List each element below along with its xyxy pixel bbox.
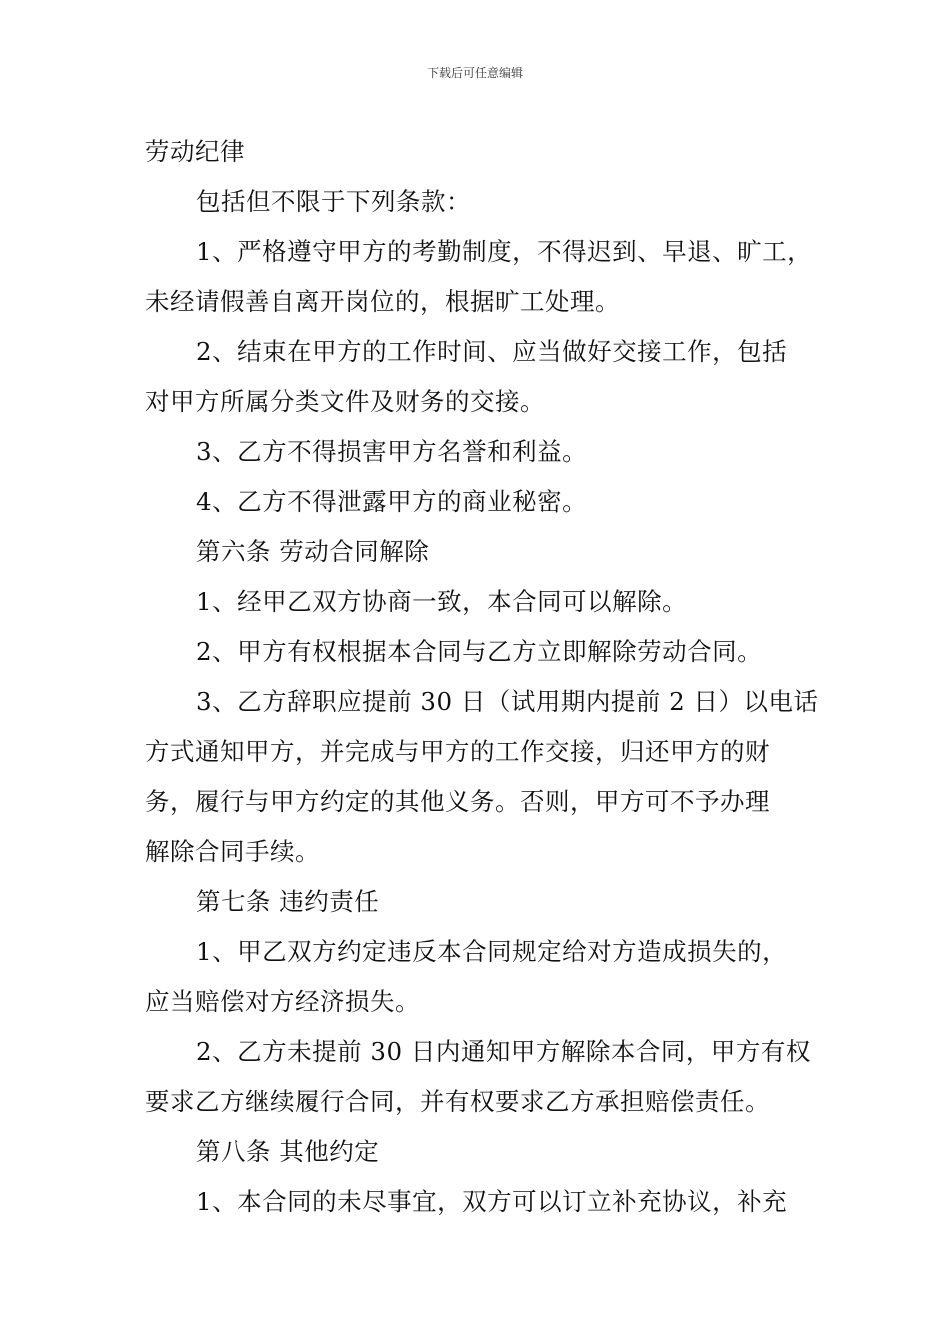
article-7-heading: 第七条 违约责任 — [196, 887, 380, 916]
article-6-clause-3-line-1: 3、乙方辞职应提前 30 日（试用期内提前 2 日）以电话 — [196, 687, 819, 716]
article-8-heading: 第八条 其他约定 — [196, 1137, 380, 1166]
page-header: 下载后可任意编辑 — [426, 66, 523, 80]
article-7-clause-1-line-1: 1、甲乙双方约定违反本合同规定给对方造成损失的， — [196, 937, 788, 966]
clause-4: 4、乙方不得泄露甲方的商业秘密。 — [196, 487, 588, 516]
article-8-clause-1-line-1: 1、本合同的未尽事宜，双方可以订立补充协议，补充 — [196, 1187, 788, 1216]
clause-2-line-2: 对甲方所属分类文件及财务的交接。 — [145, 387, 545, 416]
article-6-clause-2: 2、甲方有权根据本合同与乙方立即解除劳动合同。 — [196, 637, 763, 666]
article-6-heading: 第六条 劳动合同解除 — [196, 537, 430, 566]
clause-1-line-2: 未经请假善自离开岗位的，根据旷工处理。 — [145, 287, 620, 316]
clause-1-line-1: 1、严格遵守甲方的考勤制度，不得迟到、早退、旷工， — [196, 237, 813, 266]
section-heading-labor-discipline: 劳动纪律 — [145, 137, 245, 166]
document-body — [145, 127, 819, 1227]
article-7-clause-2-line-2: 要求乙方继续履行合同，并有权要求乙方承担赔偿责任。 — [145, 1087, 770, 1116]
article-6-clause-3-line-4: 解除合同手续。 — [145, 837, 320, 866]
article-6-clause-3-line-2: 方式通知甲方，并完成与甲方的工作交接，归还甲方的财 — [145, 737, 770, 766]
clause-2-line-1: 2、结束在甲方的工作时间、应当做好交接工作，包括 — [196, 337, 788, 366]
article-6-clause-1: 1、经甲乙双方协商一致，本合同可以解除。 — [196, 587, 688, 616]
article-7-clause-2-line-1: 2、乙方未提前 30 日内通知甲方解除本合同，甲方有权 — [196, 1037, 811, 1066]
article-7-clause-1-line-2: 应当赔偿对方经济损失。 — [145, 987, 420, 1016]
paragraph-intro: 包括但不限于下列条款： — [196, 187, 471, 216]
article-6-clause-3-line-3: 务，履行与甲方约定的其他义务。否则，甲方可不予办理 — [145, 787, 770, 816]
clause-3: 3、乙方不得损害甲方名誉和利益。 — [196, 437, 588, 466]
